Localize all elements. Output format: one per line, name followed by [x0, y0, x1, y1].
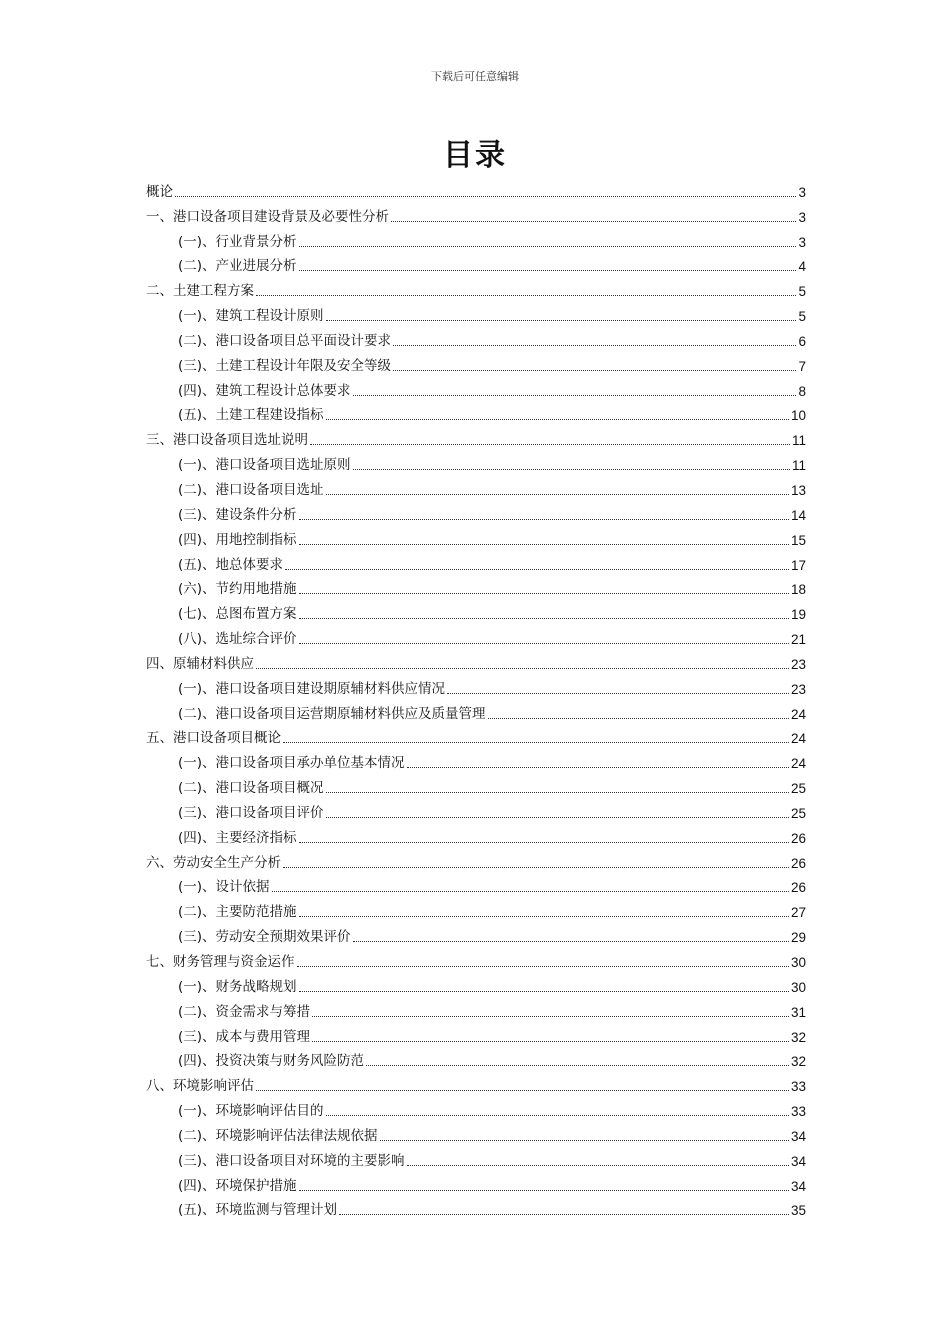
toc-dot-leader [299, 544, 789, 545]
toc-page-number: 8 [798, 383, 806, 399]
toc-dot-leader [447, 693, 789, 694]
toc-entry-label: (二)、资金需求与筹措 [178, 1003, 311, 1020]
toc-section-entry[interactable] [146, 1070, 806, 1095]
toc-page-number: 18 [790, 582, 806, 598]
toc-page-number: 5 [798, 309, 806, 325]
toc-page-number: 30 [790, 955, 806, 970]
toc-dot-leader [326, 320, 797, 321]
toc-dot-leader [299, 1190, 789, 1191]
toc-dot-leader [299, 991, 789, 992]
toc-page-number: 30 [790, 979, 806, 995]
toc-dot-leader [310, 444, 790, 445]
toc-entry-label: (二)、港口设备项目概况 [178, 780, 324, 797]
toc-page-number: 31 [790, 1004, 806, 1020]
toc-subsection-entry[interactable] [146, 375, 806, 400]
toc-section-entry[interactable] [146, 176, 806, 201]
toc-entry-label: (一)、环境影响评估目的 [178, 1103, 324, 1120]
toc-subsection-entry[interactable] [146, 1046, 806, 1071]
toc-subsection-entry[interactable] [146, 350, 806, 375]
toc-subsection-entry[interactable] [146, 1021, 806, 1046]
toc-dot-leader [297, 966, 789, 967]
toc-dot-leader [326, 817, 789, 818]
toc-page-number: 13 [790, 482, 806, 498]
toc-page-number: 32 [790, 1054, 806, 1070]
toc-entry-label: (五)、土建工程建设指标 [178, 407, 324, 424]
toc-dot-leader [312, 1016, 789, 1017]
toc-page-number: 17 [790, 557, 806, 573]
toc-subsection-entry[interactable] [146, 598, 806, 623]
toc-page-number: 24 [790, 756, 806, 772]
toc-dot-leader [283, 742, 789, 743]
toc-dot-leader [299, 842, 789, 843]
toc-subsection-entry[interactable] [146, 251, 806, 276]
toc-entry-label: (二)、港口设备项目选址 [178, 481, 324, 498]
toc-dot-leader [299, 593, 789, 594]
toc-dot-leader [256, 295, 796, 296]
toc-dot-leader [256, 668, 789, 669]
toc-subsection-entry[interactable] [146, 772, 806, 797]
toc-dot-leader [407, 767, 789, 768]
toc-dot-leader [339, 1214, 789, 1215]
toc-page-number: 11 [791, 433, 806, 449]
toc-dot-leader [326, 1115, 789, 1116]
toc-section-entry[interactable] [146, 201, 806, 226]
toc-entry-label: (三)、建设条件分析 [178, 506, 297, 523]
toc-entry-label: (二)、港口设备项目运营期原辅材料供应及质量管理 [178, 705, 486, 722]
toc-entry-label: (四)、环境保护措施 [178, 1177, 297, 1194]
toc-entry-label: (七)、总图布置方案 [178, 606, 297, 623]
toc-subsection-entry[interactable] [146, 698, 806, 723]
toc-entry-label: (一)、建筑工程设计原则 [178, 308, 324, 325]
toc-dot-leader [353, 941, 789, 942]
toc-page-number: 34 [790, 1178, 806, 1194]
toc-dot-leader [326, 419, 789, 420]
toc-page-number: 23 [790, 681, 806, 697]
toc-page-number: 7 [798, 358, 806, 374]
toc-dot-leader [256, 1090, 789, 1091]
toc-dot-leader [285, 569, 789, 570]
toc-entry-label: (一)、行业背景分析 [178, 233, 297, 250]
toc-subsection-entry[interactable] [146, 524, 806, 549]
toc-section-entry[interactable] [146, 275, 806, 300]
toc-entry-label: (一)、港口设备项目选址原则 [178, 457, 351, 474]
toc-dot-leader [299, 643, 789, 644]
toc-subsection-entry[interactable] [146, 921, 806, 946]
toc-entry-label: (二)、港口设备项目总平面设计要求 [178, 332, 392, 349]
toc-subsection-entry[interactable] [146, 623, 806, 648]
toc-page-number: 19 [790, 607, 806, 623]
toc-entry-label: (三)、劳动安全预期效果评价 [178, 929, 351, 946]
toc-dot-leader [283, 867, 789, 868]
toc-dot-leader [299, 246, 797, 247]
toc-section-entry[interactable] [146, 946, 806, 971]
toc-dot-leader [312, 1041, 789, 1042]
toc-page-number: 5 [798, 284, 806, 300]
toc-page-number: 10 [790, 408, 806, 424]
toc-page-number: 26 [790, 880, 806, 896]
toc-page-number: 6 [798, 333, 806, 349]
toc-subsection-entry[interactable] [146, 226, 806, 251]
toc-entry-label: 一、港口设备项目建设背景及必要性分析 [146, 208, 389, 225]
toc-dot-leader [299, 916, 789, 917]
toc-subsection-entry[interactable] [146, 822, 806, 847]
toc-subsection-entry[interactable] [146, 474, 806, 499]
toc-entry-label: (三)、土建工程设计年限及安全等级 [178, 357, 392, 374]
toc-subsection-entry[interactable] [146, 797, 806, 822]
toc-entry-label: (四)、用地控制指标 [178, 531, 297, 548]
toc-subsection-entry[interactable] [146, 1120, 806, 1145]
toc-section-entry[interactable] [146, 424, 806, 449]
toc-entry-label: 七、财务管理与资金运作 [146, 954, 295, 970]
toc-entry-label: (四)、建筑工程设计总体要求 [178, 382, 351, 399]
toc-page-number: 25 [790, 781, 806, 797]
toc-entry-label: (三)、成本与费用管理 [178, 1028, 311, 1045]
toc-subsection-entry[interactable] [146, 300, 806, 325]
toc-section-entry[interactable] [146, 723, 806, 748]
toc-page-number: 27 [790, 905, 806, 921]
toc-section-entry[interactable] [146, 648, 806, 673]
toc-dot-leader [299, 270, 797, 271]
toc-entry-label: 四、原辅材料供应 [146, 655, 254, 672]
header-note: 下载后可任意编辑 [431, 70, 519, 83]
toc-page-number: 35 [790, 1203, 806, 1219]
toc-dot-leader [326, 494, 789, 495]
toc-dot-leader [393, 345, 796, 346]
toc-page-number: 3 [798, 184, 806, 200]
toc-subsection-entry[interactable] [146, 1170, 806, 1195]
toc-dot-leader [407, 1165, 789, 1166]
toc-page-number: 3 [798, 234, 806, 250]
toc-page-number: 33 [790, 1079, 806, 1095]
toc-entry-label: 概论 [146, 183, 173, 200]
table-of-contents [146, 176, 806, 1219]
toc-page-number: 4 [798, 259, 806, 275]
toc-entry-label: (四)、主要经济指标 [178, 829, 297, 846]
toc-entry-label: (二)、主要防范措施 [178, 904, 297, 921]
toc-page-number: 23 [790, 656, 806, 672]
toc-dot-leader [272, 891, 789, 892]
toc-entry-label: (六)、节约用地措施 [178, 581, 297, 598]
toc-dot-leader [353, 395, 797, 396]
toc-dot-leader [380, 1140, 789, 1141]
toc-entry-label: (一)、财务战略规划 [178, 978, 297, 995]
toc-dot-leader [366, 1065, 789, 1066]
toc-dot-leader [175, 196, 796, 197]
toc-subsection-entry[interactable] [146, 896, 806, 921]
toc-entry-label: 三、港口设备项目选址说明 [146, 432, 308, 449]
toc-dot-leader [299, 618, 789, 619]
toc-dot-leader [393, 370, 796, 371]
toc-page-number: 34 [790, 1153, 806, 1169]
toc-page-number: 24 [790, 731, 806, 747]
toc-subsection-entry[interactable] [146, 449, 806, 474]
toc-entry-label: (三)、港口设备项目对环境的主要影响 [178, 1152, 405, 1169]
toc-subsection-entry[interactable] [146, 996, 806, 1021]
toc-page-number: 33 [790, 1104, 806, 1120]
toc-entry-label: (一)、港口设备项目建设期原辅材料供应情况 [178, 680, 446, 697]
toc-page-number: 11 [791, 458, 806, 474]
toc-subsection-entry[interactable] [146, 872, 806, 897]
toc-entry-label: (二)、产业进展分析 [178, 258, 297, 275]
toc-page-number: 29 [790, 930, 806, 946]
toc-entry-label: (一)、港口设备项目承办单位基本情况 [178, 755, 405, 772]
toc-subsection-entry[interactable] [146, 400, 806, 425]
toc-subsection-entry[interactable] [146, 1145, 806, 1170]
toc-page-number: 25 [790, 805, 806, 821]
toc-entry-label: 五、港口设备项目概论 [146, 730, 281, 747]
toc-dot-leader [353, 469, 790, 470]
toc-entry-label: (五)、环境监测与管理计划 [178, 1202, 338, 1219]
toc-entry-label: 六、劳动安全生产分析 [146, 854, 281, 871]
toc-entry-label: 八、环境影响评估 [146, 1078, 254, 1095]
toc-dot-leader [391, 221, 796, 222]
toc-subsection-entry[interactable] [146, 1195, 806, 1220]
toc-entry-label: (五)、地总体要求 [178, 556, 284, 573]
toc-dot-leader [326, 792, 789, 793]
toc-subsection-entry[interactable] [146, 971, 806, 996]
toc-subsection-entry[interactable] [146, 574, 806, 599]
toc-page-number: 34 [790, 1128, 806, 1144]
toc-entry-label: (三)、港口设备项目评价 [178, 804, 324, 821]
page-title: 目录 [443, 138, 507, 173]
toc-subsection-entry[interactable] [146, 325, 806, 350]
toc-page-number: 32 [790, 1029, 806, 1045]
toc-subsection-entry[interactable] [146, 549, 806, 574]
toc-dot-leader [488, 718, 789, 719]
toc-entry-label: (八)、选址综合评价 [178, 631, 297, 648]
toc-entry-label: (二)、环境影响评估法律法规依据 [178, 1127, 378, 1144]
toc-page-number: 14 [790, 507, 806, 523]
toc-entry-label: (四)、投资决策与财务风险防范 [178, 1053, 365, 1070]
toc-page-number: 21 [790, 632, 806, 648]
toc-section-entry[interactable] [146, 847, 806, 872]
toc-page-number: 24 [790, 706, 806, 722]
toc-subsection-entry[interactable] [146, 1095, 806, 1120]
toc-subsection-entry[interactable] [146, 499, 806, 524]
toc-page-number: 26 [790, 855, 806, 871]
toc-page-number: 15 [790, 532, 806, 548]
toc-page-number: 3 [798, 209, 806, 225]
toc-subsection-entry[interactable] [146, 673, 806, 698]
toc-page-number: 26 [790, 830, 806, 846]
toc-dot-leader [299, 519, 789, 520]
toc-entry-label: 二、土建工程方案 [146, 283, 254, 300]
toc-subsection-entry[interactable] [146, 747, 806, 772]
toc-entry-label: (一)、设计依据 [178, 879, 270, 896]
